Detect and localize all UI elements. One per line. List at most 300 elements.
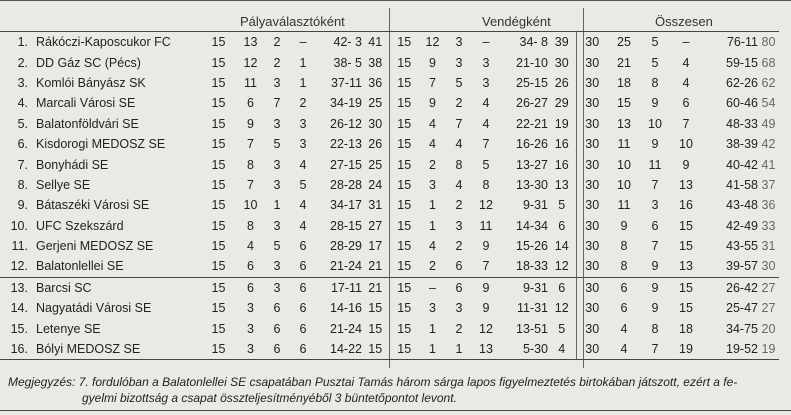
- team-name-cell: Letenye SE: [36, 321, 101, 336]
- home-played-cell: 15: [211, 218, 226, 233]
- total-goals-cell: 43-55: [726, 239, 758, 254]
- home-goals-cell: 14-16: [330, 301, 362, 316]
- footnote-line-1: Megjegyzés: 7. fordulóban a Balatonlellei SE csapatában Pusztai Tamás három sárga lapos figyelmeztetés birtokában játszott, ezért a fe-: [8, 375, 738, 389]
- away-drawn-cell: 6: [446, 277, 472, 298]
- home-lost-cell: 1: [299, 75, 307, 90]
- home-drawn-cell: 2: [273, 55, 281, 70]
- home-goals-cell: 28-15: [330, 218, 362, 233]
- home-lost-cell: 6: [290, 339, 316, 360]
- home-goals-cell: 28-29: [330, 239, 362, 254]
- total-drawn-cell: 11: [648, 157, 662, 172]
- table-row: [0, 154, 779, 174]
- total-played-cell: 30: [576, 318, 608, 338]
- home-lost-cell: 3: [299, 116, 307, 131]
- away-won-cell: 1: [429, 198, 436, 213]
- rank-cell: 5.: [17, 116, 28, 131]
- home-points-cell: 21: [368, 259, 383, 274]
- home-played-cell: 15: [211, 96, 226, 111]
- total-lost-cell: 13: [679, 259, 693, 274]
- home-points-cell: 27: [368, 218, 383, 233]
- away-lost-cell: 9: [482, 301, 490, 316]
- home-won-cell: 3: [247, 301, 254, 316]
- total-drawn-cell: 9: [651, 259, 659, 274]
- home-points-cell: 26: [368, 137, 383, 152]
- home-won-cell: 8: [247, 157, 254, 172]
- home-played-cell: 15: [211, 137, 226, 152]
- rank-cell: 7.: [17, 157, 28, 172]
- team-name-cell: Kisdorogi MEDOSZ SE: [36, 137, 166, 152]
- away-lost-cell: –: [472, 32, 500, 53]
- total-played-cell: 30: [576, 339, 608, 360]
- table-row: [0, 277, 779, 298]
- away-goals-cell: 11-31: [516, 301, 548, 316]
- away-won-cell: 12: [419, 32, 446, 53]
- total-goals-cell: 60-46: [726, 96, 758, 111]
- away-drawn-cell: 2: [455, 96, 463, 111]
- away-points-cell: 16: [554, 157, 569, 172]
- home-drawn-cell: 3: [273, 157, 281, 172]
- total-won-cell: 21: [617, 55, 631, 70]
- away-won-cell: 4: [429, 116, 436, 131]
- home-goals-cell: 34-17: [330, 198, 362, 213]
- away-played-cell: 15: [389, 298, 419, 318]
- rank-cell: 14.: [10, 301, 28, 316]
- away-points-cell: 13: [554, 177, 569, 192]
- table-row: [0, 339, 779, 360]
- home-lost-cell: 6: [290, 277, 316, 298]
- away-goals-cell: 9-31: [500, 277, 548, 298]
- total-lost-cell: –: [670, 32, 702, 53]
- table-row: [0, 318, 779, 338]
- home-won-cell: 6: [247, 259, 254, 274]
- total-drawn-cell: 5: [640, 32, 670, 53]
- home-points-cell: 17: [368, 239, 383, 254]
- away-drawn-cell: 4: [455, 177, 463, 192]
- home-goals-cell: 21-24: [330, 259, 362, 274]
- total-won-cell: 11: [617, 198, 631, 213]
- team-name-cell: DD Gáz SC (Pécs): [36, 55, 141, 70]
- home-played-cell: 15: [211, 177, 226, 192]
- home-goals-cell: 14-22: [316, 339, 362, 360]
- away-points-cell: 29: [554, 96, 569, 111]
- away-points-cell: 6: [548, 277, 576, 298]
- table-row: [0, 195, 779, 215]
- total-goals-cell: 40-42: [726, 157, 758, 172]
- home-played-cell: 15: [211, 157, 226, 172]
- total-points-cell: 33: [761, 218, 776, 233]
- home-goals-cell: 27-15: [330, 157, 362, 172]
- home-lost-cell: 4: [299, 218, 307, 233]
- total-played-cell: 30: [576, 93, 608, 113]
- total-drawn-cell: 10: [648, 116, 662, 131]
- away-won-cell: 2: [429, 157, 436, 172]
- away-lost-cell: 12: [479, 198, 493, 213]
- away-won-cell: –: [419, 277, 446, 298]
- home-drawn-cell: 3: [273, 259, 281, 274]
- away-won-cell: 3: [429, 301, 436, 316]
- home-points-cell: 41: [362, 32, 389, 53]
- total-goals-cell: 26-42: [702, 277, 758, 298]
- rank-cell: 12.: [10, 259, 28, 274]
- home-played-cell: 15: [200, 339, 237, 360]
- team-name-cell: Rákóczi-Kaposcukor FC: [36, 32, 200, 53]
- total-points-cell: 54: [761, 96, 776, 111]
- rank-cell: 2.: [17, 55, 28, 70]
- total-points-cell: 36: [761, 198, 776, 213]
- away-lost-cell: 5: [482, 157, 490, 172]
- away-won-cell: 1: [429, 218, 436, 233]
- home-goals-cell: 28-28: [330, 177, 362, 192]
- home-goals-cell: 38- 5: [333, 55, 362, 70]
- total-played-cell: 30: [576, 114, 608, 134]
- header-total: Összesen: [655, 14, 713, 29]
- away-drawn-cell: 8: [455, 157, 463, 172]
- header-away: Vendégként: [482, 14, 551, 29]
- rank-cell: 3.: [17, 75, 28, 90]
- away-played-cell: 15: [389, 154, 419, 174]
- away-goals-cell: 5-30: [500, 339, 548, 360]
- away-won-cell: 9: [429, 96, 436, 111]
- home-won-cell: 8: [247, 218, 254, 233]
- team-name-cell: Balatonföldvári SE: [36, 116, 139, 131]
- away-played-cell: 15: [389, 318, 419, 338]
- away-lost-cell: 7: [482, 137, 490, 152]
- total-lost-cell: 9: [682, 157, 690, 172]
- total-points-cell: 49: [761, 116, 776, 131]
- home-won-cell: 13: [237, 32, 264, 53]
- home-goals-cell: 17-11: [316, 277, 362, 298]
- away-lost-cell: 9: [472, 277, 500, 298]
- away-drawn-cell: 1: [446, 339, 472, 360]
- away-points-cell: 39: [548, 32, 576, 53]
- away-played-cell: 15: [389, 277, 419, 298]
- table-row: [0, 52, 779, 72]
- total-drawn-cell: 9: [651, 137, 659, 152]
- home-drawn-cell: 6: [273, 321, 281, 336]
- home-lost-cell: 2: [299, 96, 307, 111]
- total-won-cell: 9: [620, 218, 628, 233]
- away-points-cell: 16: [554, 137, 569, 152]
- home-points-cell: 15: [362, 339, 389, 360]
- total-played-cell: 30: [576, 277, 608, 298]
- home-points-cell: 25: [368, 96, 383, 111]
- home-goals-cell: 37-11: [330, 75, 362, 90]
- home-won-cell: 3: [247, 321, 254, 336]
- away-points-cell: 14: [554, 239, 569, 254]
- away-goals-cell: 34- 8: [500, 32, 548, 53]
- home-points-cell: 25: [368, 157, 383, 172]
- total-won-cell: 8: [620, 239, 628, 254]
- away-played-cell: 15: [389, 134, 419, 154]
- away-played-cell: 15: [389, 32, 419, 53]
- table-row: [0, 236, 779, 256]
- total-lost-cell: 16: [679, 198, 693, 213]
- away-points-cell: 4: [548, 339, 576, 360]
- total-won-cell: 15: [617, 96, 631, 111]
- away-won-cell: 3: [429, 177, 436, 192]
- total-drawn-cell: 3: [651, 198, 659, 213]
- table-row: [0, 32, 779, 53]
- total-won-cell: 6: [608, 277, 640, 298]
- rank-cell: 8.: [17, 177, 28, 192]
- away-drawn-cell: 3: [455, 301, 463, 316]
- footnote: [8, 374, 791, 406]
- away-lost-cell: 4: [482, 116, 490, 131]
- total-drawn-cell: 7: [651, 177, 659, 192]
- footnote-line-2: gyelmi bizottság a csapat összteljesítményéből 3 büntetőpontot levont.: [82, 391, 457, 405]
- home-played-cell: 15: [200, 32, 237, 53]
- away-drawn-cell: 3: [455, 218, 463, 233]
- table-row: [0, 134, 779, 154]
- away-goals-cell: 15-26: [516, 239, 548, 254]
- total-goals-cell: 76-11: [702, 32, 758, 53]
- total-played-cell: 30: [576, 298, 608, 318]
- home-played-cell: 15: [211, 239, 226, 254]
- total-points-cell: 68: [761, 55, 776, 70]
- total-goals-cell: 48-33: [726, 116, 758, 131]
- table-row: [0, 114, 779, 134]
- total-drawn-cell: 5: [651, 55, 659, 70]
- rank-cell: 6.: [17, 137, 28, 152]
- home-lost-cell: 6: [299, 321, 307, 336]
- total-played-cell: 30: [576, 256, 608, 277]
- total-drawn-cell: 7: [640, 339, 670, 360]
- total-won-cell: 4: [608, 339, 640, 360]
- away-goals-cell: 21-10: [516, 55, 548, 70]
- home-goals-cell: 21-24: [330, 321, 362, 336]
- total-drawn-cell: 7: [651, 239, 659, 254]
- away-points-cell: 12: [554, 301, 569, 316]
- total-played-cell: 30: [576, 73, 608, 93]
- home-lost-cell: 6: [299, 239, 307, 254]
- home-won-cell: 9: [247, 116, 254, 131]
- home-drawn-cell: 5: [273, 137, 281, 152]
- team-name-cell: Bátaszéki Városi SE: [36, 198, 150, 213]
- bottom-rule: [0, 410, 791, 411]
- home-played-cell: 15: [211, 259, 226, 274]
- total-goals-cell: 38-39: [726, 137, 758, 152]
- away-lost-cell: 12: [479, 321, 493, 336]
- home-drawn-cell: 3: [273, 116, 281, 131]
- home-drawn-cell: 7: [273, 96, 281, 111]
- team-name-cell: Sellye SE: [36, 177, 91, 192]
- away-lost-cell: 8: [482, 177, 490, 192]
- total-goals-cell: 42-49: [726, 218, 758, 233]
- away-points-cell: 30: [554, 55, 569, 70]
- rank-cell: 16.: [0, 339, 36, 360]
- total-lost-cell: 15: [679, 218, 693, 233]
- total-points-cell: 27: [761, 301, 776, 316]
- home-drawn-cell: 3: [273, 177, 281, 192]
- total-played-cell: 30: [576, 52, 608, 72]
- team-name-cell: Marcali Városi SE: [36, 96, 136, 111]
- home-played-cell: 15: [211, 321, 226, 336]
- home-lost-cell: 6: [299, 259, 307, 274]
- away-played-cell: 15: [389, 256, 419, 277]
- total-points-cell: 31: [761, 239, 776, 254]
- team-name-cell: Bólyi MEDOSZ SE: [36, 339, 200, 360]
- away-lost-cell: 3: [482, 55, 490, 70]
- total-points-cell: 42: [761, 137, 776, 152]
- away-goals-cell: 18-33: [516, 259, 548, 274]
- total-lost-cell: 10: [679, 137, 693, 152]
- away-goals-cell: 14-34: [516, 218, 548, 233]
- home-drawn-cell: 6: [264, 339, 290, 360]
- home-played-cell: 15: [211, 301, 226, 316]
- away-played-cell: 15: [389, 73, 419, 93]
- total-lost-cell: 4: [682, 75, 690, 90]
- team-name-cell: Komlói Bányász SK: [36, 75, 146, 90]
- home-drawn-cell: 1: [273, 198, 281, 213]
- home-played-cell: 15: [200, 277, 237, 298]
- rank-cell: 13.: [0, 277, 36, 298]
- rank-cell: 9.: [17, 198, 28, 213]
- total-played-cell: 30: [576, 236, 608, 256]
- team-name-cell: Balatonlellei SE: [36, 259, 124, 274]
- away-points-cell: 26: [554, 75, 569, 90]
- total-won-cell: 18: [617, 75, 631, 90]
- away-played-cell: 15: [389, 236, 419, 256]
- team-name-cell: Nagyatádi Városi SE: [36, 301, 152, 316]
- total-played-cell: 30: [576, 134, 608, 154]
- away-drawn-cell: 5: [455, 75, 463, 90]
- away-drawn-cell: 2: [455, 239, 463, 254]
- total-goals-cell: 19-52: [702, 339, 758, 360]
- rank-cell: 10.: [10, 218, 28, 233]
- away-played-cell: 15: [389, 175, 419, 195]
- home-played-cell: 15: [211, 198, 226, 213]
- team-name-cell: Gerjeni MEDOSZ SE: [36, 239, 154, 254]
- team-name-cell: UFC Szekszárd: [36, 218, 124, 233]
- total-won-cell: 11: [617, 137, 631, 152]
- header-home: Pályaválasztóként: [240, 14, 345, 29]
- home-played-cell: 15: [211, 55, 226, 70]
- total-points-cell: 37: [761, 177, 776, 192]
- total-drawn-cell: 6: [651, 218, 659, 233]
- home-points-cell: 38: [368, 55, 383, 70]
- away-goals-cell: 9-31: [522, 198, 548, 213]
- away-drawn-cell: 3: [446, 32, 472, 53]
- home-lost-cell: 1: [299, 55, 307, 70]
- total-points-cell: 62: [761, 75, 776, 90]
- away-won-cell: 9: [429, 55, 436, 70]
- home-lost-cell: 5: [299, 177, 307, 192]
- team-name-cell: Barcsi SC: [36, 277, 200, 298]
- home-drawn-cell: 3: [264, 277, 290, 298]
- total-drawn-cell: 9: [651, 96, 659, 111]
- home-drawn-cell: 6: [273, 301, 281, 316]
- home-played-cell: 15: [211, 75, 226, 90]
- away-won-cell: 1: [429, 321, 436, 336]
- total-lost-cell: 19: [670, 339, 702, 360]
- home-points-cell: 30: [368, 116, 383, 131]
- total-lost-cell: 15: [679, 301, 693, 316]
- away-goals-cell: 22-21: [516, 116, 548, 131]
- away-played-cell: 15: [389, 114, 419, 134]
- total-points-cell: 41: [761, 157, 776, 172]
- total-goals-cell: 43-48: [726, 198, 758, 213]
- home-drawn-cell: 5: [273, 239, 281, 254]
- home-points-cell: 15: [368, 301, 383, 316]
- away-goals-cell: 16-26: [516, 137, 548, 152]
- total-won-cell: 6: [620, 301, 628, 316]
- away-lost-cell: 4: [482, 96, 490, 111]
- team-name-cell: Bonyhádi SE: [36, 157, 109, 172]
- home-won-cell: 4: [247, 239, 254, 254]
- total-won-cell: 25: [608, 32, 640, 53]
- away-played-cell: 15: [389, 93, 419, 113]
- total-drawn-cell: 9: [651, 301, 659, 316]
- total-lost-cell: 13: [679, 177, 693, 192]
- home-won-cell: 6: [237, 277, 264, 298]
- table-row: [0, 256, 779, 277]
- home-goals-cell: 34-19: [330, 96, 362, 111]
- total-played-cell: 30: [576, 154, 608, 174]
- away-lost-cell: 3: [482, 75, 490, 90]
- away-drawn-cell: 7: [455, 116, 463, 131]
- away-points-cell: 19: [554, 116, 569, 131]
- away-lost-cell: 7: [482, 259, 490, 274]
- total-won-cell: 4: [620, 321, 628, 336]
- home-points-cell: 36: [368, 75, 383, 90]
- total-points-cell: 27: [758, 277, 779, 298]
- top-rule: [0, 0, 791, 2]
- home-goals-cell: 42- 3: [316, 32, 362, 53]
- away-points-cell: 12: [554, 259, 569, 274]
- total-drawn-cell: 8: [651, 75, 659, 90]
- away-drawn-cell: 4: [455, 137, 463, 152]
- total-drawn-cell: 8: [651, 321, 659, 336]
- rank-cell: 15.: [10, 321, 28, 336]
- home-won-cell: 11: [244, 75, 257, 90]
- total-played-cell: 30: [576, 175, 608, 195]
- total-lost-cell: 6: [682, 96, 690, 111]
- table-row: [0, 298, 779, 318]
- total-played-cell: 30: [576, 32, 608, 53]
- total-goals-cell: 62-26: [726, 75, 758, 90]
- away-goals-cell: 25-15: [516, 75, 548, 90]
- rank-cell: 4.: [17, 96, 28, 111]
- home-lost-cell: 4: [299, 198, 307, 213]
- total-points-cell: 20: [761, 321, 776, 336]
- table-row: [0, 93, 779, 113]
- total-drawn-cell: 9: [640, 277, 670, 298]
- table-row: [0, 175, 779, 195]
- home-goals-cell: 26-12: [330, 116, 362, 131]
- away-won-cell: 1: [419, 339, 446, 360]
- away-goals-cell: 13-30: [516, 177, 548, 192]
- home-drawn-cell: 3: [273, 75, 281, 90]
- home-goals-cell: 22-13: [330, 137, 362, 152]
- away-goals-cell: 13-27: [516, 157, 548, 172]
- home-points-cell: 24: [368, 177, 383, 192]
- away-lost-cell: 11: [479, 218, 493, 233]
- total-points-cell: 80: [758, 32, 779, 53]
- total-lost-cell: 15: [670, 277, 702, 298]
- total-won-cell: 8: [620, 259, 628, 274]
- away-played-cell: 15: [389, 339, 419, 360]
- home-lost-cell: 4: [299, 157, 307, 172]
- total-goals-cell: 59-15: [726, 55, 758, 70]
- away-points-cell: 6: [558, 218, 566, 233]
- away-drawn-cell: 6: [455, 259, 463, 274]
- total-won-cell: 13: [617, 116, 631, 131]
- away-goals-cell: 13-51: [516, 321, 548, 336]
- away-drawn-cell: 2: [455, 321, 463, 336]
- away-goals-cell: 26-27: [516, 96, 548, 111]
- total-points-cell: 19: [758, 339, 779, 360]
- away-played-cell: 15: [389, 195, 419, 215]
